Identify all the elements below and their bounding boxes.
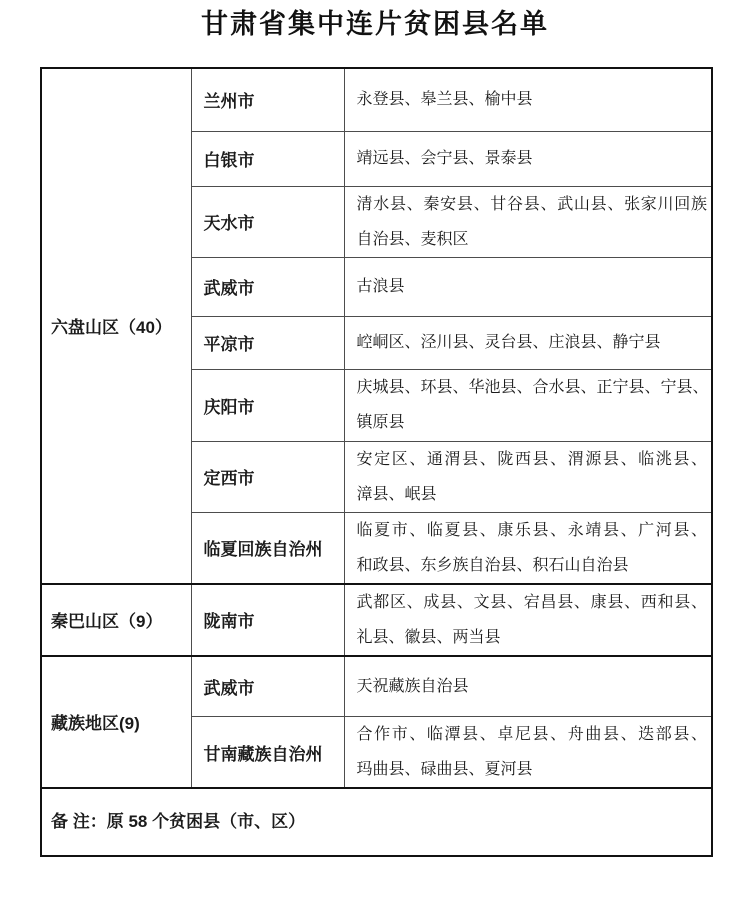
counties-cell <box>344 316 712 369</box>
city-cell: 白银市 <box>191 131 344 186</box>
county-line: 合作市、临潭县、卓尼县、舟曲县、迭部县、 <box>356 726 707 743</box>
region-cell-qinbashan: 秦巴山区（9） <box>41 584 191 656</box>
counties-cell <box>344 257 712 316</box>
city-cell: 陇南市 <box>191 584 344 656</box>
city-cell: 武威市 <box>191 257 344 316</box>
table-row <box>41 584 712 656</box>
counties-cell <box>344 512 712 584</box>
region-cell-zangzu: 藏族地区(9) <box>41 656 191 789</box>
county-line: 和政县、东乡族自治县、积石山自治县 <box>356 556 629 574</box>
counties-cell <box>344 441 712 512</box>
county-line: 玛曲县、碌曲县、夏河县 <box>356 761 533 778</box>
county-line: 天祝藏族自治县 <box>356 677 469 695</box>
county-line: 安定区、通渭县、陇西县、渭源县、临洮县、 <box>356 450 707 468</box>
county-line: 漳县、岷县 <box>356 485 437 503</box>
region-cell-liupanshan: 六盘山区（40） <box>41 68 191 584</box>
city-cell: 天水市 <box>191 186 344 257</box>
county-line: 庆城县、环县、华池县、合水县、正宁县、宁县、 <box>356 379 709 396</box>
county-line: 清水县、秦安县、甘谷县、武山县、张家川回族 <box>356 195 707 213</box>
counties-cell <box>344 656 712 717</box>
counties-cell <box>344 186 712 257</box>
table-row <box>41 656 712 717</box>
county-line: 自治县、麦积区 <box>356 230 469 248</box>
county-line: 崆峒区、泾川县、灵台县、庄浪县、静宁县 <box>356 334 661 351</box>
city-cell: 定西市 <box>191 441 344 512</box>
city-cell: 武威市 <box>191 656 344 717</box>
city-cell: 庆阳市 <box>191 369 344 441</box>
counties-cell <box>344 369 712 441</box>
counties-cell <box>344 68 712 131</box>
note-cell: 备 注：原 58 个贫困县（市、区） <box>41 788 712 856</box>
counties-cell <box>344 717 712 789</box>
note-row <box>41 788 712 856</box>
county-line: 古浪县 <box>356 278 405 295</box>
county-line: 礼县、徽县、两当县 <box>356 628 501 646</box>
poverty-counties-table <box>40 67 713 857</box>
county-line: 靖远县、会宁县、景泰县 <box>356 150 533 167</box>
county-line: 镇原县 <box>356 414 405 431</box>
table-row <box>41 68 712 131</box>
county-line: 武都区、成县、文县、宕昌县、康县、西和县、 <box>356 593 707 611</box>
city-cell: 平凉市 <box>191 316 344 369</box>
county-line: 临夏市、临夏县、康乐县、永靖县、广河县、 <box>356 521 707 539</box>
city-cell: 临夏回族自治州 <box>191 512 344 584</box>
counties-cell <box>344 584 712 656</box>
page-title: 甘肃省集中连片贫困县名单 <box>201 9 549 39</box>
city-cell: 兰州市 <box>191 68 344 131</box>
county-line: 永登县、皋兰县、榆中县 <box>356 91 533 109</box>
city-cell: 甘南藏族自治州 <box>191 717 344 789</box>
counties-cell <box>344 131 712 186</box>
